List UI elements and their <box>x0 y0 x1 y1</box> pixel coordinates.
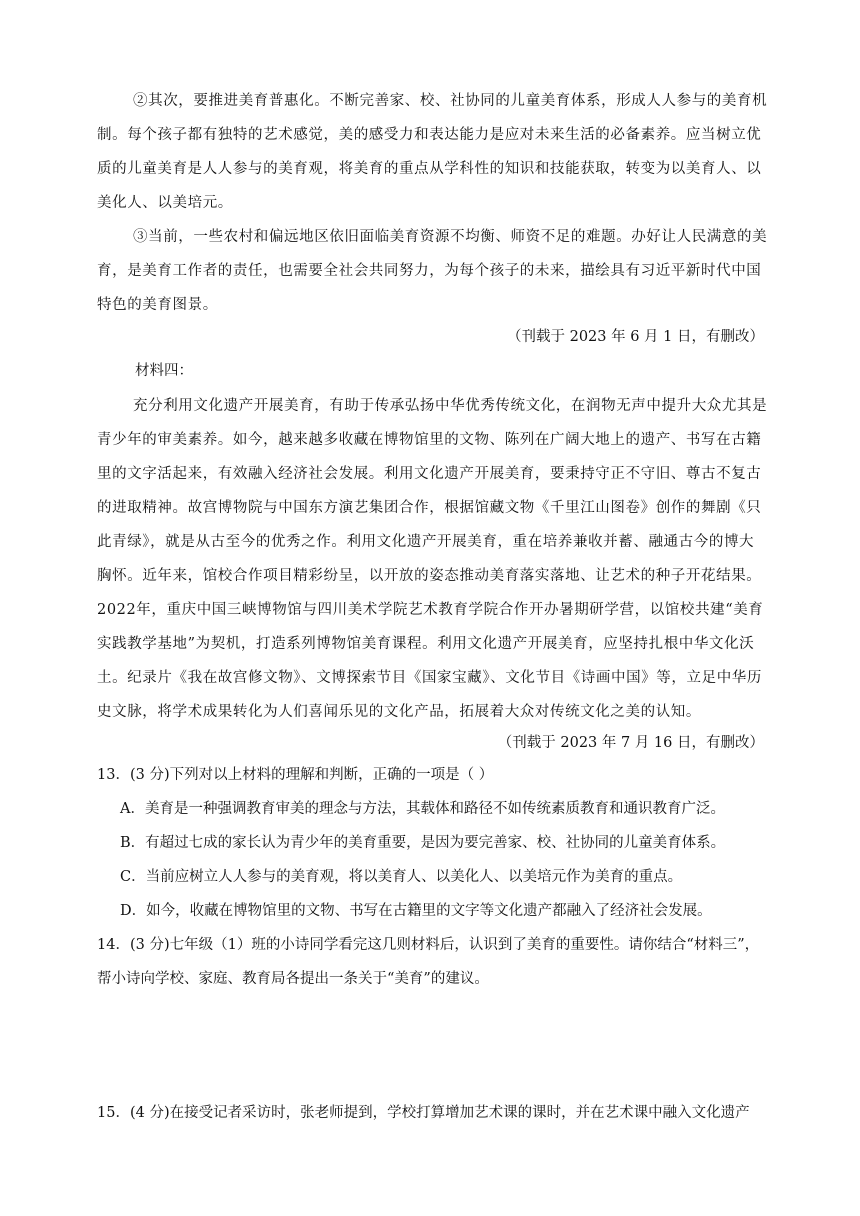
material4-body: 充分利用文化遗产开展美育，有助于传承弘扬中华优秀传统文化，在润物无声中提升大众尤其是青少年的审美素养。如今，越来越多收藏在博物馆里的文物、陈列在广阔大地上的遗产、书写在古籍里的文字活起来，有效融入经济社会发展。利用文化遗产开展美育，要秉持守正不守旧、尊古不复古的进取精神。故宫博物院与中国东方演艺集团合作，根据馆藏文物《千里江山图卷》创作的舞剧《只此青绿》，就是从古至今的优秀之作。利用文化遗产开展美育，重在培养兼收并蓄、融通古今的博大胸怀。近年来，馆校合作项目精彩纷呈，以开放的姿态推动美育落实落地、让艺术的种子开花结果。2022年，重庆中国三峡博物馆与四川美术学院艺术教育学院合作开办暑期研学营，以馆校共建“美育实践教学基地”为契机，打造系列博物馆美育课程。利用文化遗产开展美育，应坚持扎根中华文化沃土。纪录片《我在故宫修文物》、文博探索节目《国家宝藏》、文化节目《诗画中国》等，立足中华历史文脉，将学术成果转化为人们喜闻乐见的文化产品，拓展着大众对传统文化之美的认知。 <box>97 398 768 720</box>
question-14-line-2: 帮小诗向学校、家庭、教育局各提出一条关于“美育”的建议。 <box>97 971 489 987</box>
question-14-line-1: 14．(3 分)七年级（1）班的小诗同学看完这几则材料后，认识到了美育的重要性。请你结合“材料三”， <box>97 937 760 953</box>
question-13-option-a[interactable]: A．美育是一种强调教育审美的理念与方法，其载体和路径不如传统素质教育和通识教育广泛。 <box>120 801 725 817</box>
material3-paragraph-2: ②其次，要推进美育普惠化。不断完善家、校、社协同的儿童美育体系，形成人人参与的美育机制。每个孩子都有独特的艺术感觉，美的感受力和表达能力是应对未来生活的必备素养。应当树立优质的儿童美育是人人参与的美育观，将美育的重点从学科性的知识和技能获取，转变为以美育人、以美化人、以美培元。 <box>97 93 768 211</box>
question-13-stem: 13．(3 分)下列对以上材料的理解和判断，正确的一项是（ ） <box>97 767 494 783</box>
question-13-option-b[interactable]: B．有超过七成的家长认为青少年的美育重要，是因为要完善家、校、社协同的儿童美育体系。 <box>120 835 726 851</box>
material4-label: 材料四： <box>135 363 193 379</box>
question-14-answer-space[interactable] <box>97 1000 769 1090</box>
question-13-option-c[interactable]: C．当前应树立人人参与的美育观，将以美育人、以美化人、以美培元作为美育的重点。 <box>120 869 683 885</box>
material3-paragraph-3: ③当前，一些农村和偏远地区依旧面临美育资源不均衡、师资不足的难题。办好让人民满意的美育，是美育工作者的责任，也需要全社会共同努力，为每个孩子的未来，描绘具有习近平新时代中国特色的美育图景。 <box>97 229 768 313</box>
material4-source: （刊载于 2023 年 7 月 16 日，有删改） <box>497 735 764 751</box>
question-15-line-1: 15．(4 分)在接受记者采访时，张老师提到，学校打算增加艺术课的课时，并在艺术课中融入文化遗产 <box>97 1105 750 1121</box>
question-13-option-d[interactable]: D．如今，收藏在博物馆里的文物、书写在古籍里的文字等文化遗产都融入了经济社会发展。 <box>120 903 712 919</box>
material3-source: （刊载于 2023 年 6 月 1 日，有删改） <box>506 329 764 345</box>
